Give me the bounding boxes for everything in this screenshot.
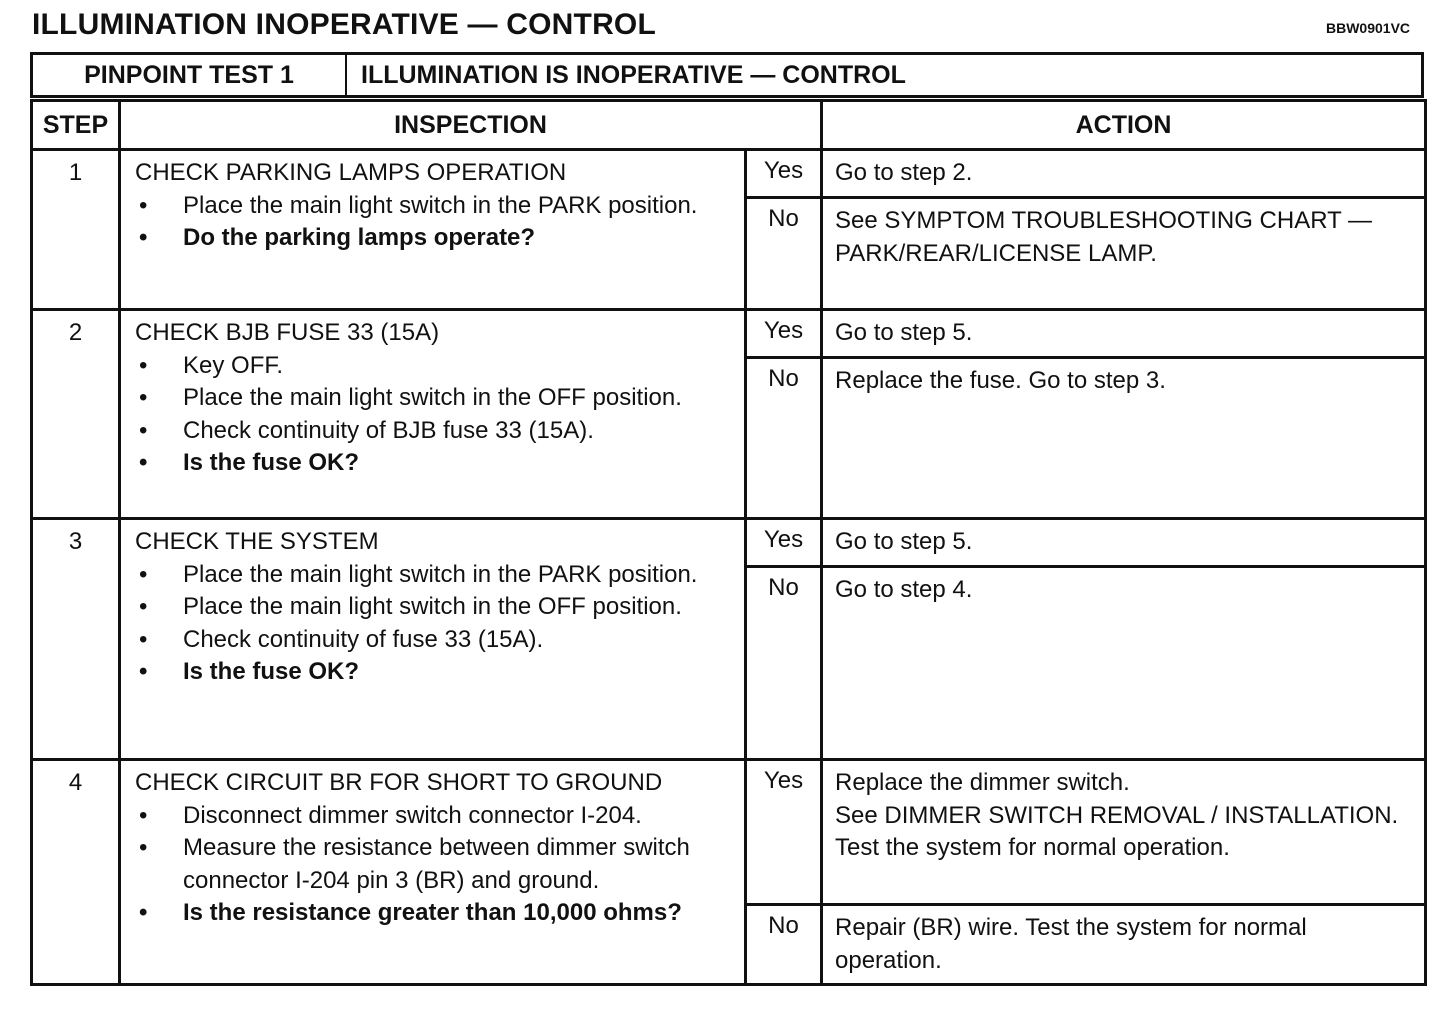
inspection-question: • Is the fuse OK?: [135, 447, 736, 480]
inspection-steps: [135, 350, 736, 480]
step-row-2: [32, 310, 1426, 358]
pinpoint-test-title: ILLUMINATION IS INOPERATIVE — CONTROL: [361, 60, 906, 89]
document-code: BBW0901VC: [1326, 20, 1411, 36]
yes-label: Yes: [746, 519, 822, 567]
action-line: See DIMMER SWITCH REMOVAL / INSTALLATION.: [835, 801, 1399, 829]
action-line: Test the system for normal operation.: [835, 834, 1230, 861]
inspection-cell: [120, 760, 746, 985]
yes-action: [822, 519, 1426, 567]
inspection-title: CHECK PARKING LAMPS OPERATION: [135, 159, 567, 186]
step-number: 3: [32, 519, 120, 760]
pinpoint-header: [30, 52, 1424, 98]
inspection-title: CHECK THE SYSTEM: [135, 528, 379, 555]
table-header-row: [32, 101, 1426, 150]
inspection-question: • Is the resistance greater than 10,000 ohms?: [135, 897, 736, 930]
no-action: [822, 567, 1426, 760]
inspection-bullet: • Check continuity of fuse 33 (15A).: [135, 624, 736, 657]
inspection-question: • Is the fuse OK?: [135, 656, 736, 689]
inspection-question: • Do the parking lamps operate?: [135, 222, 736, 255]
action-line: Go to step 4.: [835, 576, 973, 603]
action-line: See SYMPTOM TROUBLESHOOTING CHART — PARK/REAR/LICENSE LAMP.: [835, 207, 1373, 267]
inspection-bullet: • Place the main light switch in the PARK position.: [135, 559, 736, 592]
no-action: [822, 198, 1426, 310]
step-row-4: [32, 760, 1426, 905]
no-action: [822, 905, 1426, 985]
step-row-3: [32, 519, 1426, 567]
inspection-steps: [135, 800, 736, 930]
inspection-title: CHECK CIRCUIT BR FOR SHORT TO GROUND: [135, 769, 663, 796]
pinpoint-test-table: [30, 99, 1427, 986]
action-line: Replace the dimmer switch.: [835, 769, 1130, 796]
inspection-bullet: • Measure the resistance between dimmer switch connector I-204 pin 3 (BR) and ground.: [135, 832, 736, 897]
action-line: Repair (BR) wire. Test the system for normal operation.: [835, 914, 1307, 974]
inspection-bullet: • Place the main light switch in the OFF position.: [135, 591, 736, 624]
inspection-bullet: • Check continuity of BJB fuse 33 (15A).: [135, 415, 736, 448]
inspection-bullet: • Key OFF.: [135, 350, 736, 383]
action-line: Go to step 2.: [835, 159, 973, 186]
no-label: No: [746, 567, 822, 760]
inspection-cell: [120, 150, 746, 310]
yes-label: Yes: [746, 760, 822, 905]
step-number: 1: [32, 150, 120, 310]
inspection-bullet: • Disconnect dimmer switch connector I-204.: [135, 800, 736, 833]
yes-action: [822, 150, 1426, 198]
inspection-cell: [120, 310, 746, 519]
inspection-cell: [120, 519, 746, 760]
step-number: 4: [32, 760, 120, 985]
inspection-column-header: INSPECTION: [120, 101, 822, 150]
action-line: Go to step 5.: [835, 528, 973, 555]
step-number: 2: [32, 310, 120, 519]
yes-action: [822, 310, 1426, 358]
inspection-steps: [135, 190, 736, 255]
action-column-header: ACTION: [822, 101, 1426, 150]
yes-action: [822, 760, 1426, 905]
step-column-header: STEP: [32, 101, 120, 150]
inspection-steps: [135, 559, 736, 689]
steps-body: [32, 150, 1426, 985]
step-row-1: [32, 150, 1426, 198]
action-line: Replace the fuse. Go to step 3.: [835, 367, 1166, 394]
yes-label: Yes: [746, 150, 822, 198]
no-label: No: [746, 198, 822, 310]
yes-label: Yes: [746, 310, 822, 358]
inspection-bullet: • Place the main light switch in the PARK position.: [135, 190, 736, 223]
action-line: Go to step 5.: [835, 319, 973, 346]
pinpoint-test-number: PINPOINT TEST 1: [33, 55, 347, 95]
no-label: No: [746, 905, 822, 985]
no-action: [822, 358, 1426, 519]
inspection-bullet: • Place the main light switch in the OFF position.: [135, 382, 736, 415]
no-label: No: [746, 358, 822, 519]
inspection-title: CHECK BJB FUSE 33 (15A): [135, 319, 440, 346]
page-title: ILLUMINATION INOPERATIVE — CONTROL: [32, 8, 656, 41]
